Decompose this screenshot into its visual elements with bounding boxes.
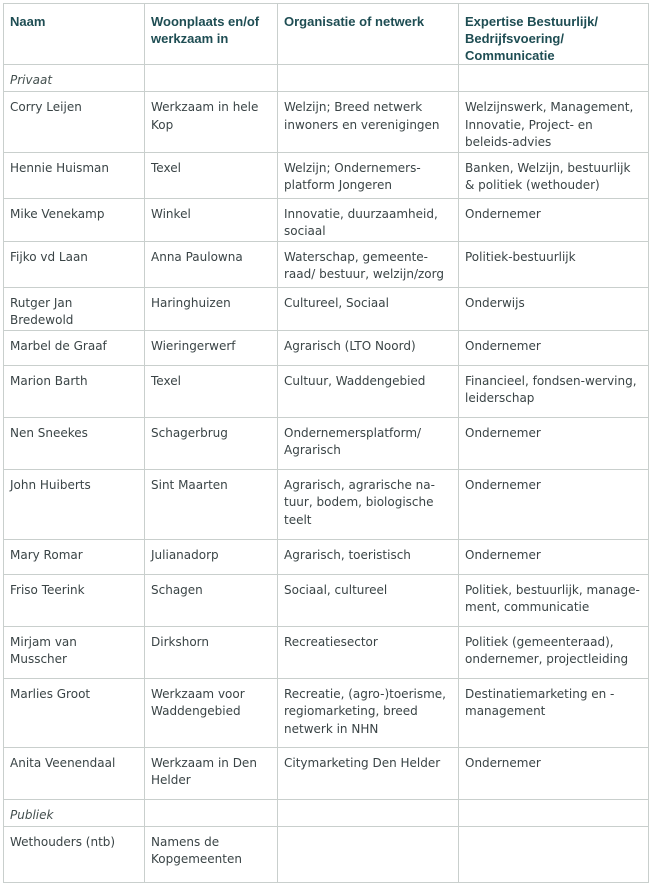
table-body	[4, 65, 649, 883]
table-row	[4, 198, 649, 241]
cell-expertise: Financieel, fondsen-werving, leiderschap	[459, 365, 649, 417]
empty-cell	[145, 799, 278, 826]
cell-expertise: Ondernemer	[459, 198, 649, 241]
cell-expertise: Welzijnswerk, Management, Innovatie, Project- en beleids-advies	[459, 92, 649, 153]
cell-expertise	[459, 826, 649, 882]
cell-organisatie: Cultuur, Waddengebied	[278, 365, 459, 417]
table-row	[4, 92, 649, 153]
cell-naam: Hennie Huisman	[4, 152, 145, 198]
cell-organisatie: Citymarketing Den Helder	[278, 747, 459, 799]
cell-woonplaats: Texel	[145, 152, 278, 198]
cell-woonplaats: Wieringerwerf	[145, 330, 278, 365]
empty-cell	[278, 65, 459, 92]
empty-cell	[145, 65, 278, 92]
cell-organisatie: Recreatie, (agro-)toerisme, regiomarketing, breed netwerk in NHN	[278, 678, 459, 747]
cell-naam: Rutger Jan Bredewold	[4, 287, 145, 330]
column-header-naam: Naam	[4, 4, 145, 65]
cell-woonplaats: Sint Maarten	[145, 469, 278, 539]
cell-naam: Marbel de Graaf	[4, 330, 145, 365]
table-row	[4, 241, 649, 287]
cell-woonplaats: Winkel	[145, 198, 278, 241]
table-row	[4, 365, 649, 417]
section-label: Privaat	[4, 65, 145, 92]
cell-naam: Wethouders (ntb)	[4, 826, 145, 882]
cell-organisatie: Sociaal, cultureel	[278, 574, 459, 626]
table-row	[4, 469, 649, 539]
cell-organisatie: Agrarisch, agrarische na-tuur, bodem, biologische teelt	[278, 469, 459, 539]
cell-organisatie: Agrarisch (LTO Noord)	[278, 330, 459, 365]
table-row	[4, 678, 649, 747]
cell-organisatie: Ondernemersplatform/ Agrarisch	[278, 417, 459, 469]
cell-naam: Mike Venekamp	[4, 198, 145, 241]
section-row	[4, 65, 649, 92]
cell-expertise: Ondernemer	[459, 417, 649, 469]
cell-naam: Friso Teerink	[4, 574, 145, 626]
cell-organisatie: Recreatiesector	[278, 626, 459, 678]
table-row	[4, 539, 649, 574]
cell-expertise: Ondernemer	[459, 469, 649, 539]
cell-woonplaats: Haringhuizen	[145, 287, 278, 330]
cell-naam: Marlies Groot	[4, 678, 145, 747]
empty-cell	[278, 799, 459, 826]
cell-naam: Nen Sneekes	[4, 417, 145, 469]
cell-naam: Corry Leijen	[4, 92, 145, 153]
cell-expertise: Onderwijs	[459, 287, 649, 330]
cell-expertise: Ondernemer	[459, 747, 649, 799]
cell-organisatie: Welzijn; Ondernemers-platform Jongeren	[278, 152, 459, 198]
cell-naam: Marion Barth	[4, 365, 145, 417]
column-header-expertise: Expertise Bestuurlijk/ Bedrijfsvoering/ Communicatie	[459, 4, 649, 65]
cell-naam: Mirjam van Musscher	[4, 626, 145, 678]
cell-naam: Anita Veenendaal	[4, 747, 145, 799]
cell-expertise: Politiek (gemeenteraad), ondernemer, projectleiding	[459, 626, 649, 678]
table-row	[4, 330, 649, 365]
cell-woonplaats: Texel	[145, 365, 278, 417]
section-row	[4, 799, 649, 826]
table-row	[4, 152, 649, 198]
cell-organisatie	[278, 826, 459, 882]
cell-woonplaats: Anna Paulowna	[145, 241, 278, 287]
header-row	[4, 4, 649, 65]
column-header-organisatie: Organisatie of netwerk	[278, 4, 459, 65]
cell-organisatie: Agrarisch, toeristisch	[278, 539, 459, 574]
section-label: Publiek	[4, 799, 145, 826]
cell-organisatie: Cultureel, Sociaal	[278, 287, 459, 330]
cell-expertise: Destinatiemarketing en -management	[459, 678, 649, 747]
cell-expertise: Politiek, bestuurlijk, manage-ment, communicatie	[459, 574, 649, 626]
column-header-woonplaats: Woonplaats en/of werkzaam in	[145, 4, 278, 65]
cell-naam: Fijko vd Laan	[4, 241, 145, 287]
table-row	[4, 287, 649, 330]
cell-organisatie: Welzijn; Breed netwerk inwoners en verenigingen	[278, 92, 459, 153]
cell-naam: John Huiberts	[4, 469, 145, 539]
cell-woonplaats: Dirkshorn	[145, 626, 278, 678]
cell-woonplaats: Schagerbrug	[145, 417, 278, 469]
table-row	[4, 826, 649, 882]
cell-expertise: Ondernemer	[459, 330, 649, 365]
cell-naam: Mary Romar	[4, 539, 145, 574]
cell-woonplaats: Werkzaam in hele Kop	[145, 92, 278, 153]
cell-organisatie: Waterschap, gemeente-raad/ bestuur, welzijn/zorg	[278, 241, 459, 287]
cell-organisatie: Innovatie, duurzaamheid, sociaal	[278, 198, 459, 241]
table-row	[4, 574, 649, 626]
cell-woonplaats: Schagen	[145, 574, 278, 626]
cell-woonplaats: Julianadorp	[145, 539, 278, 574]
table-row	[4, 747, 649, 799]
table-row	[4, 417, 649, 469]
cell-expertise: Ondernemer	[459, 539, 649, 574]
cell-woonplaats: Namens de Kopgemeenten	[145, 826, 278, 882]
cell-woonplaats: Werkzaam in Den Helder	[145, 747, 278, 799]
empty-cell	[459, 65, 649, 92]
cell-expertise: Banken, Welzijn, bestuurlijk & politiek (wethouder)	[459, 152, 649, 198]
cell-woonplaats: Werkzaam voor Waddengebied	[145, 678, 278, 747]
cell-expertise: Politiek-bestuurlijk	[459, 241, 649, 287]
empty-cell	[459, 799, 649, 826]
members-table	[3, 3, 649, 883]
table-row	[4, 626, 649, 678]
